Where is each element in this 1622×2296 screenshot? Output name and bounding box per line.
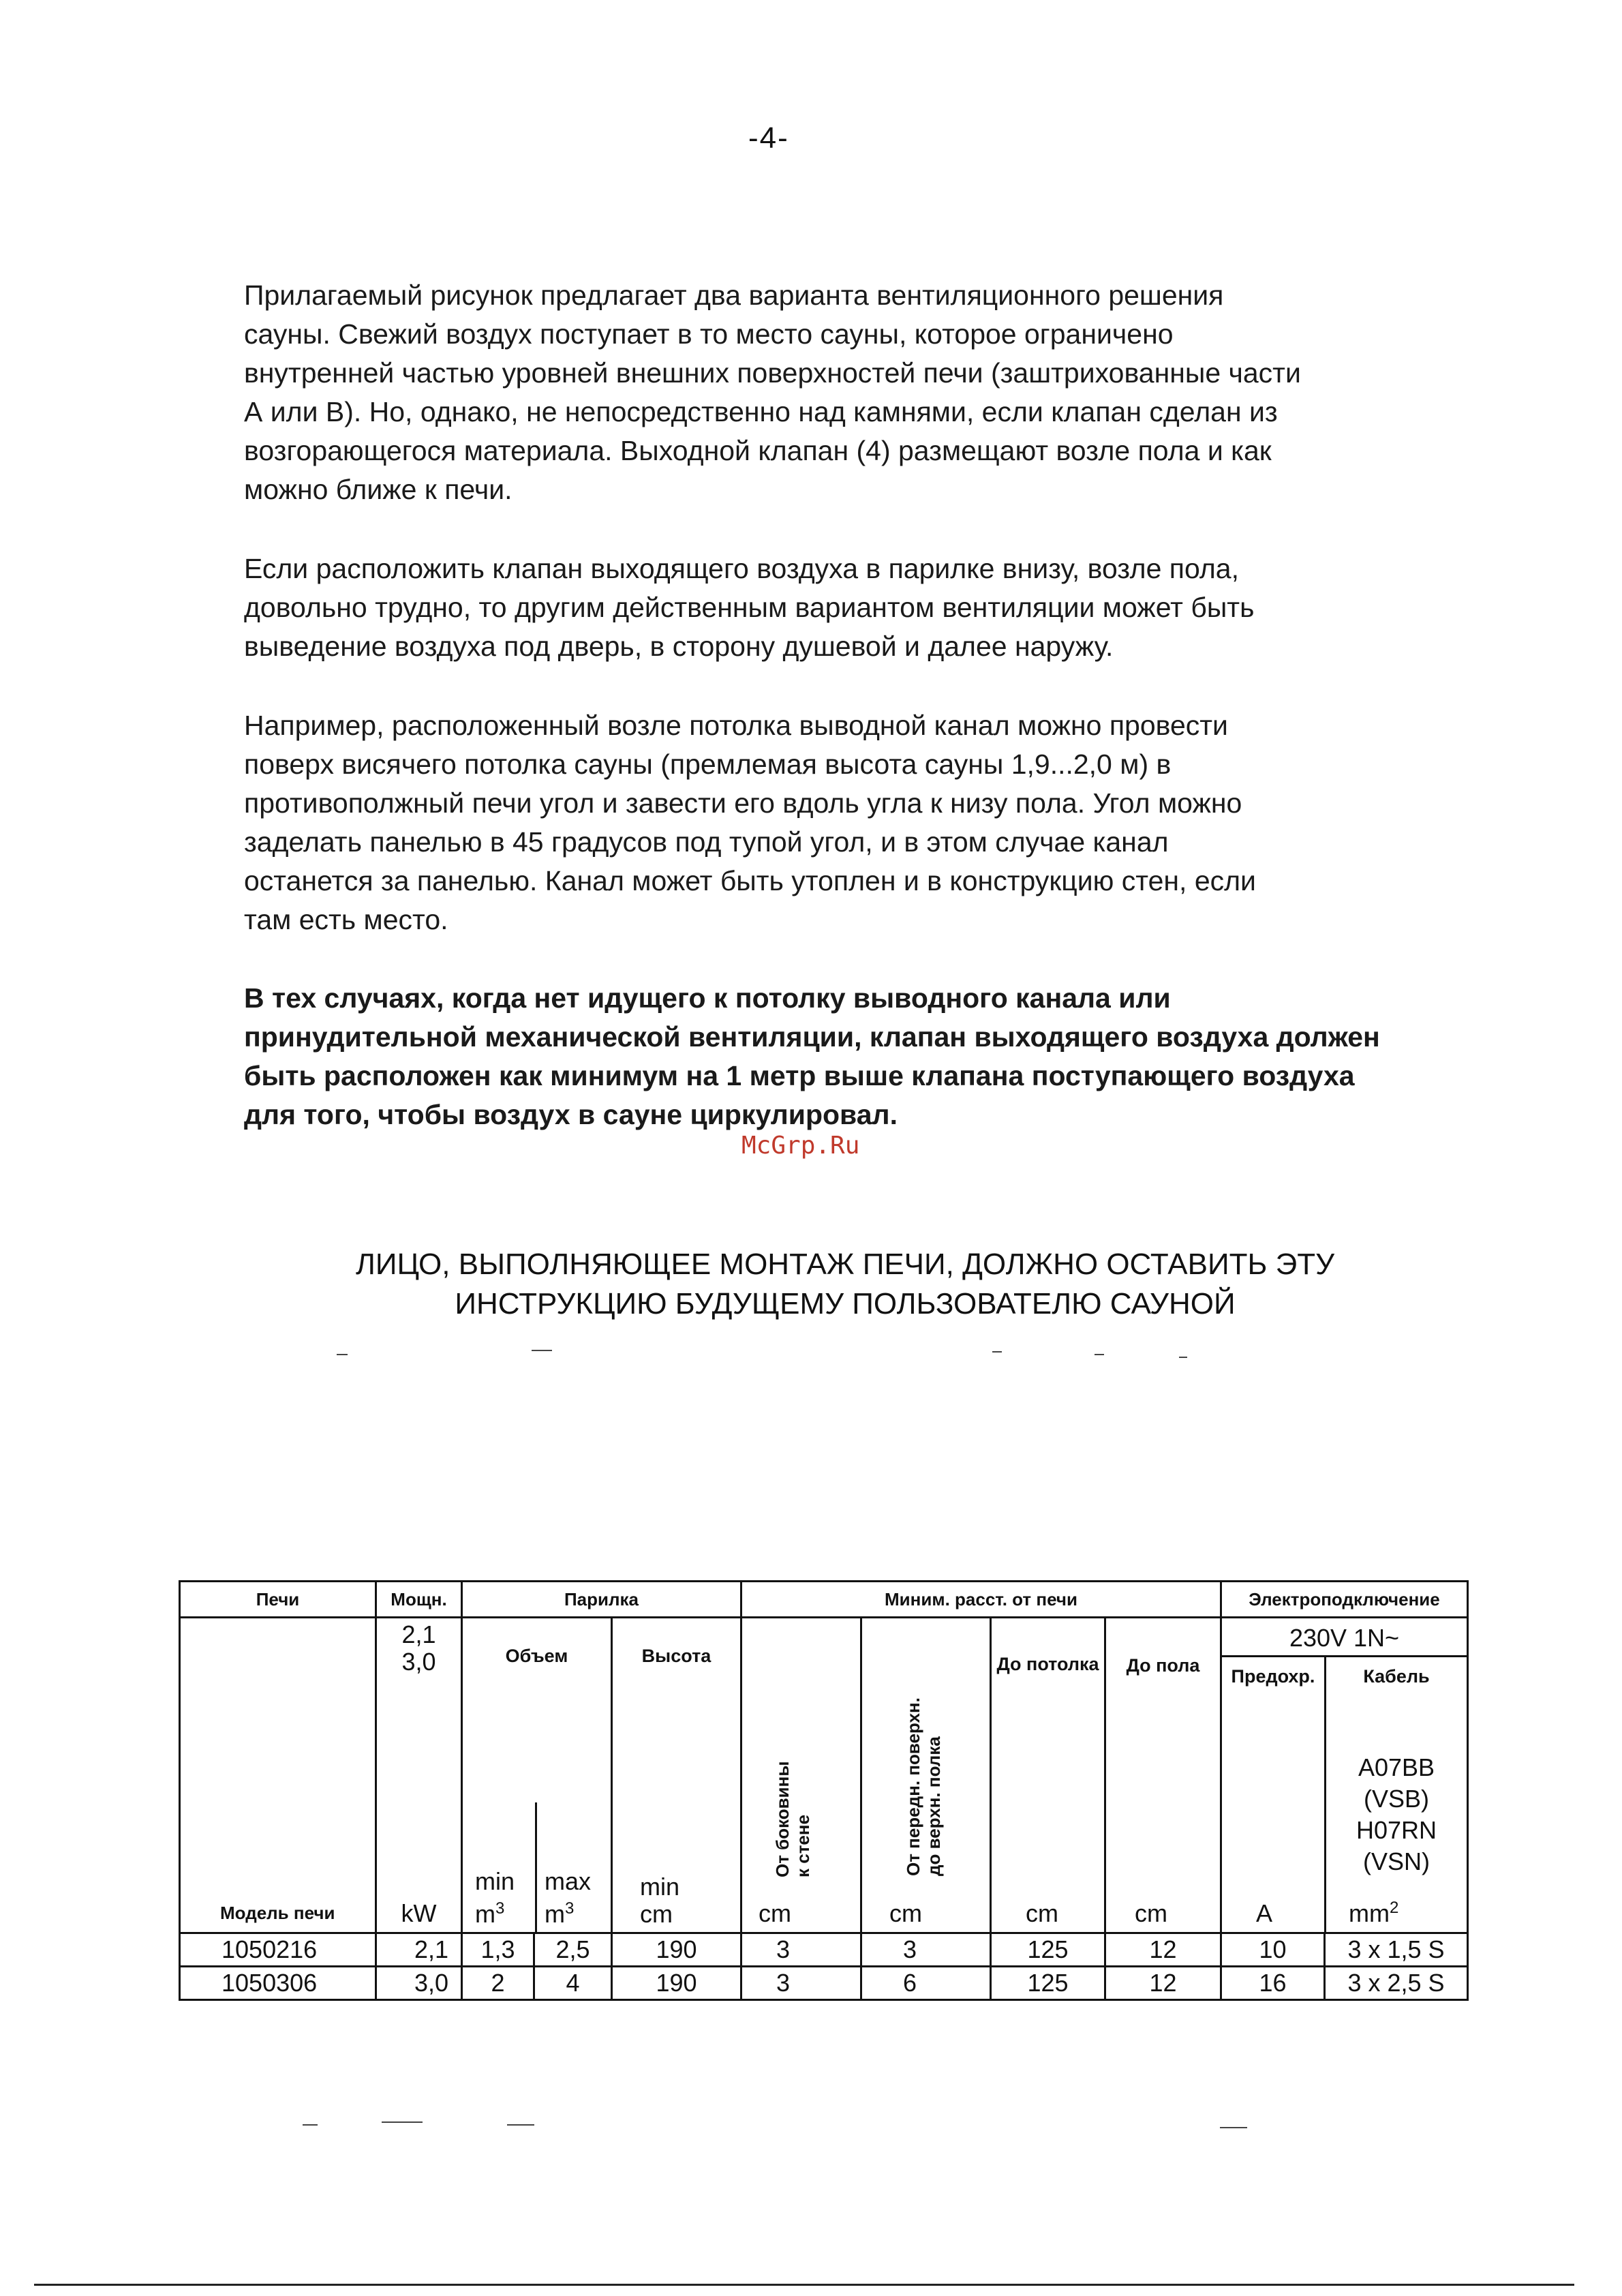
cell-vol-max: 4: [534, 1967, 612, 2000]
scan-dash: [532, 1350, 552, 1351]
fuse-label: Предохр.: [1231, 1666, 1315, 1687]
scan-dash: [1179, 1357, 1187, 1358]
height-min-label: min: [640, 1873, 680, 1901]
scan-dash: [992, 1351, 1002, 1353]
paragraph-line: быть расположен как минимум на 1 метр выше клапана поступающего воздуха: [244, 1060, 1355, 1091]
front-label-line: до верхн. полка: [923, 1736, 944, 1876]
paragraph-line: принудительной механической вентиляции, клапан выходящего воздуха должен: [244, 1021, 1380, 1053]
model-header-cell: [180, 1618, 376, 1933]
paragraph-line: Например, расположенный возле потолка выводной канал можно провести: [244, 710, 1228, 741]
notice-line: ЛИЦО, ВЫПОЛНЯЮЩЕЕ МОНТАЖ ПЕЧИ, ДОЛЖНО ОСТАВИТЬ ЭТУ: [355, 1248, 1335, 1281]
cell-kw: 2,1: [376, 1933, 462, 1967]
side-vertical-label: [772, 1721, 813, 1877]
cable-label: Кабель: [1363, 1666, 1430, 1687]
paragraph-line: Если расположить клапан выходящего воздуха в парилке внизу, возле пола,: [244, 553, 1239, 584]
height-header-cell: [612, 1618, 741, 1933]
power-value: 3,0: [401, 1648, 436, 1676]
cell-vol-min: 1,3: [462, 1933, 534, 1967]
paragraph-line: поверх висячего потолка сауны (премлемая высота сауны 1,9...2,0 м) в: [244, 749, 1172, 780]
voltage-label: 230V 1N~: [1289, 1624, 1400, 1652]
cell-side: 3: [741, 1967, 861, 2000]
floor-label: До пола: [1126, 1655, 1200, 1676]
vol-max-unit: [545, 1868, 591, 1928]
cell-kw: 3,0: [376, 1967, 462, 2000]
vol-min-unit: [475, 1868, 515, 1928]
front-unit: cm: [889, 1899, 922, 1927]
paragraph-line: заделать панелью в 45 градусов под тупой угол, и в этом случае канал: [244, 826, 1169, 858]
paragraph-line: внутренней частью уровней внешних поверхностей печи (заштрихованные части: [244, 357, 1301, 389]
cable-type: (VSB): [1363, 1785, 1429, 1813]
scan-dash: [1220, 2127, 1247, 2128]
ceiling-label: До потолка: [996, 1654, 1099, 1674]
ceiling-unit: cm: [1026, 1899, 1058, 1927]
cell-fuse: 16: [1221, 1967, 1325, 2000]
power-values: [377, 1618, 461, 1676]
power-header-cell: [376, 1618, 462, 1933]
paragraph-line: там есть место.: [244, 904, 448, 935]
paragraph-2: [244, 549, 1525, 666]
amp-unit: A: [1256, 1899, 1273, 1927]
cell-model: 1050216: [180, 1933, 376, 1967]
vol-max-label: max: [545, 1867, 592, 1895]
mm-label: mm: [1349, 1899, 1390, 1927]
paragraph-line: сауны. Свежий воздух поступает в то место сауны, которое ограничено: [244, 318, 1174, 350]
cell-height: 190: [612, 1933, 741, 1967]
header-parilka: Парилка: [462, 1582, 741, 1618]
sq-exp: 2: [1389, 1899, 1399, 1917]
paragraph-line: для того, чтобы воздух в сауне циркулировал.: [244, 1099, 898, 1130]
paragraph-line: возгорающегося материала. Выходной клапан (4) размещают возле пола и как: [244, 435, 1272, 466]
cube-exp: 3: [565, 1899, 575, 1918]
vol-max-unit-m: m: [545, 1900, 565, 1928]
scan-dash: [507, 2124, 534, 2126]
header-min-rasst: Миним. расст. от печи: [741, 1582, 1221, 1618]
side-label-line: к стене: [793, 1814, 813, 1877]
paragraph-4: [244, 979, 1525, 1134]
cable-type: (VSN): [1363, 1847, 1430, 1875]
scan-dash: [303, 2124, 318, 2126]
scan-dash: [382, 2121, 423, 2123]
cell-floor: 12: [1105, 1933, 1221, 1967]
cell-vol-min: 2: [462, 1967, 534, 2000]
header-pechi: Печи: [180, 1582, 376, 1618]
cable-type: H07RN: [1356, 1816, 1437, 1844]
specs-table: [179, 1580, 1469, 2001]
cell-front: 6: [861, 1967, 991, 2000]
side-unit: cm: [759, 1899, 791, 1927]
side-label-line: От боковины: [772, 1761, 793, 1877]
paragraph-line: А или В). Но, однако, не непосредственно над камнями, если клапан сделан из: [244, 396, 1278, 427]
cell-ceiling: 125: [991, 1933, 1105, 1967]
table-row: [180, 1967, 1468, 2000]
paragraph-line: выведение воздуха под дверь, в сторону душевой и далее наружу.: [244, 631, 1114, 662]
volume-header-cell: [462, 1618, 612, 1933]
page-number: -4-: [748, 121, 789, 155]
scan-dash: [337, 1354, 348, 1355]
paragraph-line: довольно трудно, то другим действенным вариантом вентиляции может быть: [244, 592, 1255, 623]
vol-min-unit-m: m: [475, 1900, 495, 1928]
floor-header-cell: [1105, 1618, 1221, 1933]
height-unit: [640, 1873, 679, 1928]
paragraph-line: останется за панелью. Канал может быть утоплен и в конструкцию стен, если: [244, 865, 1256, 896]
paragraph-line: Прилагаемый рисунок предлагает два варианта вентиляционного решения: [244, 280, 1224, 311]
front-label-line: От передн. поверхн.: [903, 1697, 923, 1876]
table-row: [180, 1933, 1468, 1967]
notice-line: ИНСТРУКЦИЮ БУДУЩЕМУ ПОЛЬЗОВАТЕЛЮ САУНОЙ: [455, 1287, 1236, 1320]
volume-divider: [535, 1802, 537, 1932]
header-elektro: Электроподключение: [1221, 1582, 1468, 1618]
cell-vol-max: 2,5: [534, 1933, 612, 1967]
paragraph-1: [244, 276, 1525, 509]
height-cm: cm: [640, 1900, 673, 1928]
model-label: Модель печи: [220, 1903, 335, 1923]
header-moshch: Мощн.: [376, 1582, 462, 1618]
installer-notice: [204, 1245, 1486, 1324]
volume-label: Объем: [505, 1646, 568, 1666]
cell-ceiling: 125: [991, 1967, 1105, 2000]
front-header-cell: [861, 1618, 991, 1933]
watermark-link[interactable]: McGrp.Ru: [741, 1132, 860, 1160]
cable-types: [1326, 1752, 1467, 1877]
paragraph-line: В тех случаях, когда нет идущего к потолку выводного канала или: [244, 982, 1171, 1014]
kw-unit: kW: [401, 1899, 437, 1927]
cable-type: A07BB: [1358, 1753, 1435, 1781]
mm-unit: [1349, 1899, 1398, 1928]
floor-unit: cm: [1135, 1899, 1167, 1927]
cell-model: 1050306: [180, 1967, 376, 2000]
power-value: 2,1: [401, 1620, 436, 1648]
cell-height: 190: [612, 1967, 741, 2000]
cell-fuse: 10: [1221, 1933, 1325, 1967]
ceiling-header-cell: [991, 1618, 1105, 1933]
cell-front: 3: [861, 1933, 991, 1967]
electric-divider: [1222, 1655, 1467, 1657]
paragraph-line: противополжный печи угол и завести его вдоль угла к низу пола. Угол можно: [244, 787, 1242, 819]
front-vertical-label: [903, 1665, 944, 1876]
cell-floor: 12: [1105, 1967, 1221, 2000]
cell-cable: 3 x 1,5 S: [1325, 1933, 1468, 1967]
side-header-cell: [741, 1618, 861, 1933]
electric-header-cell: [1221, 1618, 1468, 1933]
paragraph-3: [244, 706, 1525, 939]
cell-side: 3: [741, 1933, 861, 1967]
vol-min-label: min: [475, 1867, 515, 1895]
paragraph-line: можно ближе к печи.: [244, 474, 512, 505]
height-label: Высота: [641, 1646, 711, 1666]
cube-exp: 3: [495, 1899, 505, 1918]
bottom-rule: [34, 2284, 1574, 2286]
scan-dash: [1095, 1354, 1104, 1355]
cell-cable: 3 x 2,5 S: [1325, 1967, 1468, 2000]
